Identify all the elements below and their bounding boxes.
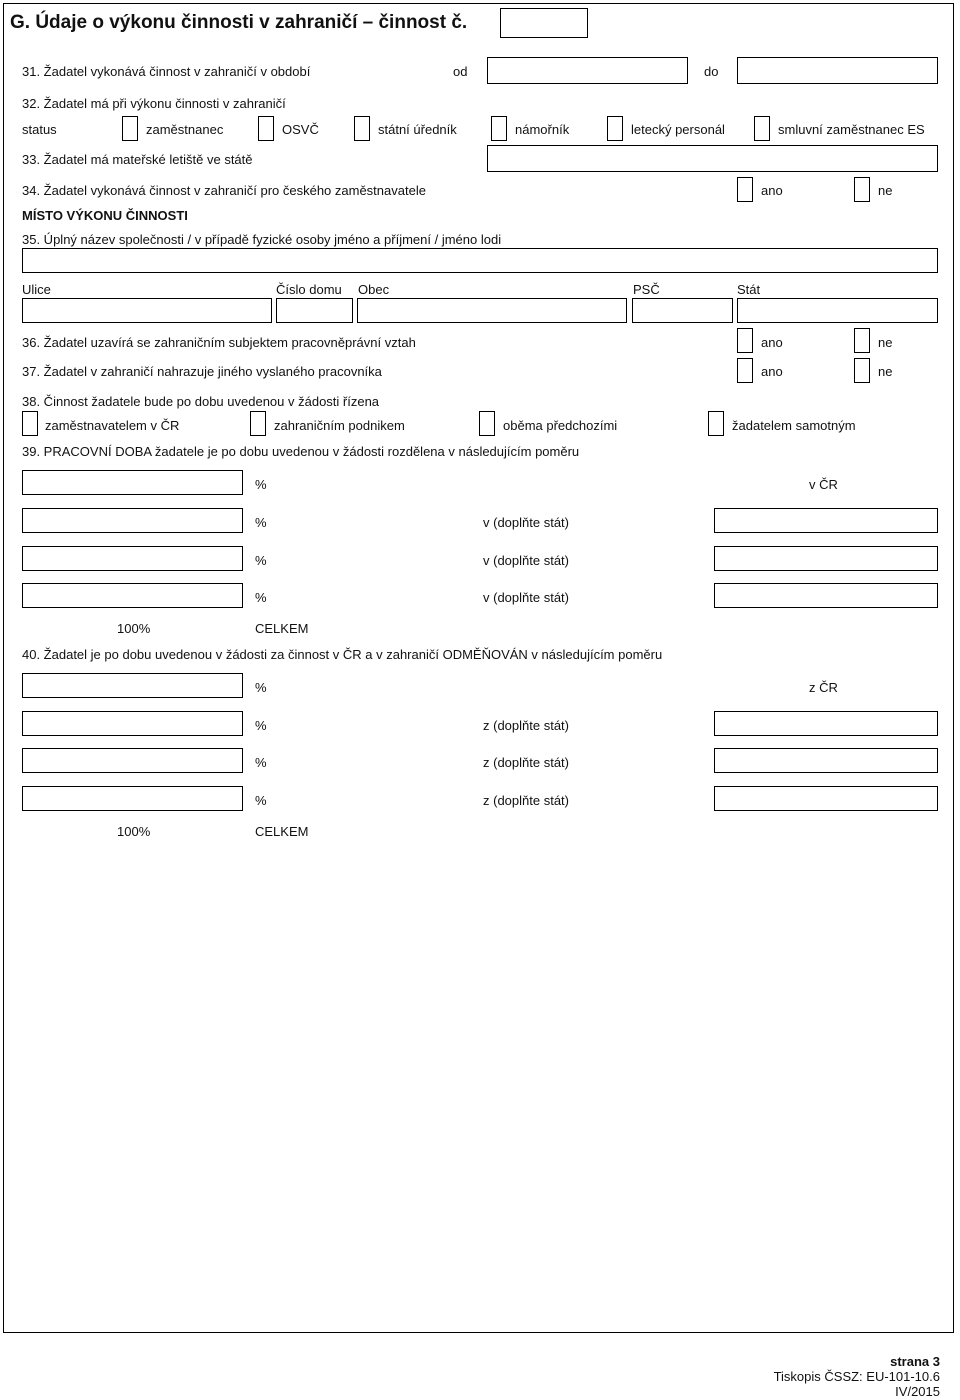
q39-percent-sign-4: % (255, 590, 267, 605)
q39-row-state-label-2: v (doplňte stát) (483, 515, 569, 530)
q40-percent-field-2[interactable] (22, 711, 243, 736)
q33-label: 33. Žadatel má mateřské letiště ve státě (22, 152, 253, 167)
q37-checkbox-no[interactable] (854, 358, 870, 383)
q31-from-field[interactable] (487, 57, 688, 84)
q40-state-field-4[interactable] (714, 786, 938, 811)
q32-option-civil-servant: státní úředník (378, 122, 457, 137)
q36-label: 36. Žadatel uzavírá se zahraničním subjektem pracovněprávní vztah (22, 335, 416, 350)
q38-checkbox-foreign-company[interactable] (250, 411, 266, 436)
q39-total-label: CELKEM (255, 621, 309, 636)
q32-status-label: status (22, 122, 57, 137)
q31-to-label: do (704, 64, 719, 79)
q32-option-osvc: OSVČ (282, 122, 319, 137)
activity-number-field[interactable] (500, 8, 588, 38)
q39-state-field-4[interactable] (714, 583, 938, 608)
q32-checkbox-contract-es[interactable] (754, 116, 770, 141)
q36-checkbox-yes[interactable] (737, 328, 753, 353)
q40-row-state-label-2: z (doplňte stát) (483, 718, 569, 733)
q38-option-both: oběma předchozími (503, 418, 618, 433)
q32-label: 32. Žadatel má při výkonu činnosti v zahraničí (22, 96, 286, 111)
form-date: IV/2015 (895, 1384, 940, 1399)
q40-percent-field-4[interactable] (22, 786, 243, 811)
page-number: strana 3 (890, 1354, 940, 1369)
q32-option-seaman: námořník (515, 122, 570, 137)
q32-checkbox-seaman[interactable] (491, 116, 507, 141)
q38-checkbox-both[interactable] (479, 411, 495, 436)
q39-percent-sign-1: % (255, 477, 267, 492)
q34-yes-label: ano (761, 183, 783, 198)
q40-label: 40. Žadatel je po dobu uvedenou v žádosti za činnost v ČR a v zahraničí ODMĚŇOVÁN v následujícím poměru (22, 647, 663, 662)
q37-no-label: ne (878, 364, 893, 379)
q40-percent-field-3[interactable] (22, 748, 243, 773)
q32-option-contract-es: smluvní zaměstnanec ES (778, 122, 925, 137)
q34-checkbox-no[interactable] (854, 177, 870, 202)
q36-yes-label: ano (761, 335, 783, 350)
q39-percent-field-4[interactable] (22, 583, 243, 608)
q38-option-foreign-company: zahraničním podnikem (274, 418, 405, 433)
q32-option-employee: zaměstnanec (146, 122, 224, 137)
q40-total-value: 100% (117, 824, 151, 839)
q37-yes-label: ano (761, 364, 783, 379)
q36-no-label: ne (878, 335, 893, 350)
q39-percent-sign-3: % (255, 553, 267, 568)
q39-percent-field-1[interactable] (22, 470, 243, 495)
q39-label: 39. PRACOVNÍ DOBA žadatele je po dobu uvedenou v žádosti rozdělena v následujícím poměru (22, 444, 580, 459)
q40-total-label: CELKEM (255, 824, 309, 839)
q35-country-field[interactable] (737, 298, 938, 323)
q40-percent-sign-3: % (255, 755, 267, 770)
q31-label: 31. Žadatel vykonává činnost v zahraničí v období (22, 64, 311, 79)
q39-state-field-2[interactable] (714, 508, 938, 533)
place-of-work-heading: MÍSTO VÝKONU ČINNOSTI (22, 208, 188, 223)
q35-city-label: Obec (358, 282, 390, 297)
q32-checkbox-employee[interactable] (122, 116, 138, 141)
q38-checkbox-cz-employer[interactable] (22, 411, 38, 436)
q38-label: 38. Činnost žadatele bude po dobu uvedenou v žádosti řízena (22, 394, 380, 409)
q39-percent-field-3[interactable] (22, 546, 243, 571)
q35-label: 35. Úplný název společnosti / v případě fyzické osoby jméno a příjmení / jméno lodi (22, 232, 502, 247)
q35-company-name-field[interactable] (22, 248, 938, 273)
form-code: Tiskopis ČSSZ: EU-101-10.6 (773, 1369, 940, 1384)
q35-zip-label: PSČ (633, 282, 660, 297)
q31-from-label: od (453, 64, 468, 79)
q35-street-label: Ulice (22, 282, 51, 297)
q40-percent-field-1[interactable] (22, 673, 243, 698)
q39-state-field-3[interactable] (714, 546, 938, 571)
q38-option-self: žadatelem samotným (732, 418, 856, 433)
q35-zip-field[interactable] (632, 298, 733, 323)
q32-option-aircrew: letecký personál (631, 122, 725, 137)
q40-state-field-3[interactable] (714, 748, 938, 773)
q31-to-field[interactable] (737, 57, 938, 84)
q40-row-cz-label: z ČR (809, 680, 838, 695)
q38-checkbox-self[interactable] (708, 411, 724, 436)
q34-checkbox-yes[interactable] (737, 177, 753, 202)
q40-state-field-2[interactable] (714, 711, 938, 736)
q40-percent-sign-4: % (255, 793, 267, 808)
q40-row-state-label-4: z (doplňte stát) (483, 793, 569, 808)
q37-label: 37. Žadatel v zahraničí nahrazuje jiného vyslaného pracovníka (22, 364, 382, 379)
q35-house-no-field[interactable] (276, 298, 353, 323)
q39-percent-field-2[interactable] (22, 508, 243, 533)
q33-field[interactable] (487, 145, 938, 172)
q32-checkbox-civil-servant[interactable] (354, 116, 370, 141)
q34-label: 34. Žadatel vykonává činnost v zahraničí pro českého zaměstnavatele (22, 183, 426, 198)
q35-house-no-label: Číslo domu (276, 282, 342, 297)
q40-percent-sign-2: % (255, 718, 267, 733)
q39-total-value: 100% (117, 621, 151, 636)
q34-no-label: ne (878, 183, 893, 198)
q39-row-state-label-3: v (doplňte stát) (483, 553, 569, 568)
q32-checkbox-aircrew[interactable] (607, 116, 623, 141)
form-frame (3, 3, 954, 1333)
q40-row-state-label-3: z (doplňte stát) (483, 755, 569, 770)
q39-row-cz-label: v ČR (809, 477, 838, 492)
q39-percent-sign-2: % (255, 515, 267, 530)
q39-row-state-label-4: v (doplňte stát) (483, 590, 569, 605)
q35-street-field[interactable] (22, 298, 272, 323)
q35-city-field[interactable] (357, 298, 627, 323)
q35-country-label: Stát (737, 282, 761, 297)
q40-percent-sign-1: % (255, 680, 267, 695)
q38-option-cz-employer: zaměstnavatelem v ČR (45, 418, 180, 433)
section-title: G. Údaje o výkonu činnosti v zahraničí – činnost č. (10, 12, 468, 33)
q32-checkbox-osvc[interactable] (258, 116, 274, 141)
q36-checkbox-no[interactable] (854, 328, 870, 353)
q37-checkbox-yes[interactable] (737, 358, 753, 383)
